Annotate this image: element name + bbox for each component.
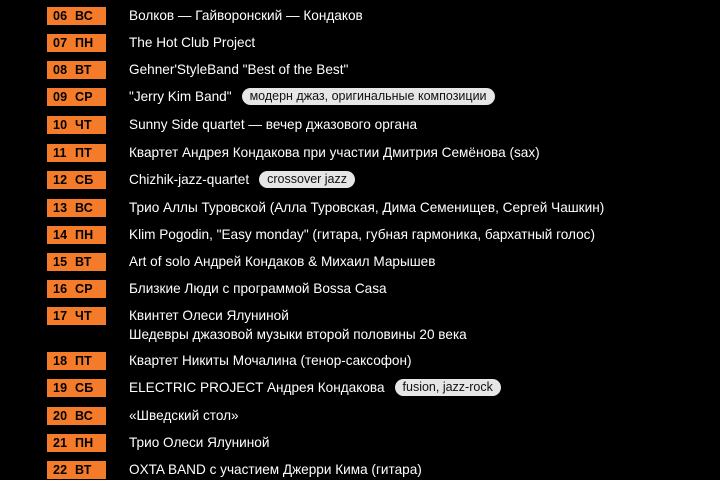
date-weekday: СР [75,282,93,296]
date-badge [47,226,106,244]
date-day: 19 [53,381,68,395]
date-day: 11 [53,146,67,160]
event-title [129,115,709,134]
date-weekday: ЧТ [75,118,92,132]
event-text: Трио Аллы Туровской (Алла Туровская, Дима Семенищев, Сергей Чашкин) [129,200,605,215]
event-title [129,351,709,370]
event-line [129,225,709,244]
event-text: Трио Олеси Ялуниной [129,435,270,450]
date-day: 18 [53,354,68,368]
event-title [129,433,709,452]
date-weekday: ВС [75,409,93,423]
date-badge [47,7,106,25]
date-badge [47,461,106,479]
event-text: OXTA BAND с участием Джерри Кима (гитара) [129,462,422,477]
date-weekday: ПН [75,228,94,242]
event-title [129,6,709,25]
event-title [129,252,709,271]
date-day: 06 [53,9,68,23]
genre-tag: crossover jazz [259,171,355,188]
event-text: Chizhik-jazz-quartet [129,172,250,187]
event-line [129,198,709,217]
date-badge [47,171,106,189]
event-text: Близкие Люди с программой Bossa Casa [129,281,387,296]
event-text: "Jerry Kim Band" [129,89,232,104]
date-day: 13 [53,201,68,215]
event-text: Квартет Никиты Мочалина (тенор-саксофон) [129,353,412,368]
event-line [129,351,709,370]
date-badge [47,280,106,298]
date-badge [47,307,106,325]
genre-tag: fusion, jazz-rock [395,379,501,396]
date-day: 10 [53,118,68,132]
event-text: Sunny Side quartet — вечер джазового органа [129,117,418,132]
event-line [129,460,709,479]
event-text: Gehner'StyleBand "Best of the Best" [129,62,349,77]
event-text: Квартет Андрея Кондакова при участии Дмитрия Семёнова (sax) [129,145,540,160]
date-badge [47,199,106,217]
date-weekday: СБ [75,173,94,187]
date-weekday: ПН [75,436,94,450]
date-weekday: СБ [75,381,94,395]
event-line [129,306,709,325]
event-title [129,306,709,344]
event-line [129,325,709,344]
date-weekday: СР [75,90,93,104]
event-title [129,279,709,298]
event-line [129,406,709,425]
event-title [129,60,709,79]
event-text: Art of solo Андрей Кондаков & Михаил Марышев [129,254,436,269]
date-day: 12 [53,173,68,187]
date-badge [47,379,106,397]
event-line [129,433,709,452]
genre-tag: модерн джаз, оригинальные композиции [242,88,495,105]
event-title [129,87,709,106]
event-line [129,170,709,189]
date-badge [47,434,106,452]
date-day: 08 [53,63,68,77]
event-title [129,225,709,244]
date-badge [47,352,106,370]
event-line [129,60,709,79]
event-title [129,460,709,479]
event-text: Шедевры джазовой музыки второй половины 20 века [129,327,467,342]
event-text: Квинтет Олеси Ялуниной [129,308,289,323]
date-weekday: ЧТ [75,309,92,323]
date-weekday: ВС [75,201,93,215]
date-badge [47,61,106,79]
date-weekday: ПТ [75,146,93,160]
date-badge [47,144,106,162]
event-line [129,279,709,298]
event-line [129,6,709,25]
event-text: Klim Pogodin, "Easy monday" (гитара, губная гармоника, бархатный голос) [129,227,595,242]
date-weekday: ВТ [75,63,92,77]
event-text: Волков — Гайворонский — Кондаков [129,8,363,23]
event-line [129,33,709,52]
event-line [129,87,709,106]
date-badge [47,88,106,106]
date-day: 16 [53,282,68,296]
date-day: 07 [53,36,68,50]
date-badge [47,253,106,271]
date-day: 17 [53,309,68,323]
event-text: The Hot Club Project [129,35,256,50]
event-line [129,143,709,162]
date-badge [47,116,106,134]
date-weekday: ВС [75,9,93,23]
event-title [129,33,709,52]
date-day: 21 [53,436,68,450]
date-badge [47,34,106,52]
date-weekday: ПН [75,36,94,50]
event-line [129,378,709,397]
date-weekday: ВТ [75,255,92,269]
event-title [129,378,709,397]
date-day: 15 [53,255,68,269]
date-day: 09 [53,90,68,104]
event-line [129,115,709,134]
event-title [129,143,709,162]
date-day: 14 [53,228,68,242]
date-badge [47,407,106,425]
event-line [129,252,709,271]
event-title [129,170,709,189]
date-day: 20 [53,409,68,423]
event-title [129,198,709,217]
event-title [129,406,709,425]
event-text: «Шведский стол» [129,408,239,423]
event-text: ELECTRIC PROJECT Андрея Кондакова [129,380,385,395]
date-day: 22 [53,463,68,477]
date-weekday: ПТ [75,354,93,368]
date-weekday: ВТ [75,463,92,477]
